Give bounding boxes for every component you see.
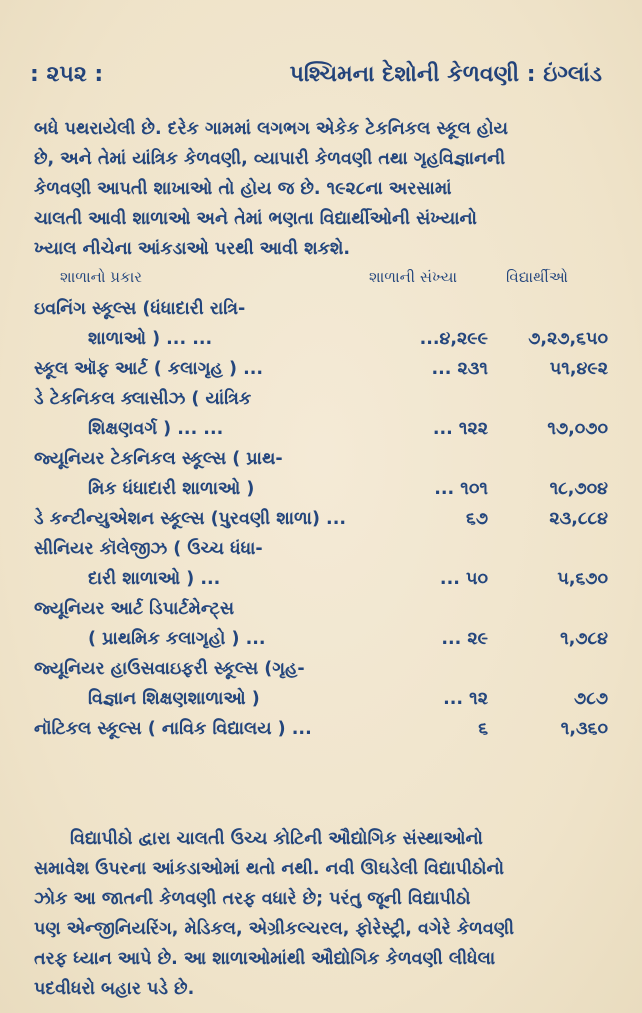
table-row (34, 504, 614, 534)
text-line: સમાવેશ ઉપરના આંકડાઓમાં થતો નથી. નવી ઊઘડેલી વિદ્યાપીઠોનો (34, 859, 504, 879)
school-statistics-table (34, 268, 614, 744)
row-values (378, 714, 608, 744)
text-line: વિદ્યાપીઠો દ્વારા ચાલતી ઉચ્ચ કોટિની ઔદ્યોગિક સંસ્થાઓનો (70, 829, 483, 849)
row-values (378, 684, 608, 714)
closing-paragraph (34, 824, 609, 1004)
page-number: : ૨૫૨ : (30, 62, 104, 87)
school-type-line: મિક ધંધાદારી શાળાઓ ) (88, 479, 255, 499)
school-type-line: નૉટિકલ સ્કૂલ્સ ( નાવિક વિદ્યાલય ) ... (34, 719, 312, 739)
text-line: કેળવણી આપતી શાખાઓ તો હોય જ છે. ૧૯૨૮ના અરસામાં (34, 179, 452, 199)
text-line: છે, અને તેમાં યાંત્રિક કેળવણી, વ્યાપારી કેળવણી તથા ગૃહવિજ્ઞાનની (34, 149, 506, 169)
table-row (34, 594, 614, 654)
table-row (34, 534, 614, 594)
row-values (378, 564, 608, 594)
school-count-cell: ... ૨૯ (441, 629, 488, 649)
school-count-cell: ... ૫૦ (439, 569, 488, 589)
students-cell: ૨૩,૮૮૪ (549, 509, 608, 529)
school-type-line: ડે ટેકનિકલ ક્લાસીઝ ( યાંત્રિક (34, 389, 252, 409)
school-count-cell: ... ૧૨૨ (432, 419, 488, 439)
text-line: ચાલતી આવી શાળાઓ અને તેમાં ભણતા વિદ્યાર્થીઓની સંખ્યાનો (34, 209, 477, 229)
text-line: તરફ ધ્યાન આપે છે. આ શાળાઓમાંથી ઔદ્યોગિક કેળવણી લીધેલા (34, 949, 496, 969)
school-type-line: વિજ્ઞાન શિક્ષણશાળાઓ ) (88, 689, 260, 709)
table-header (34, 268, 614, 294)
school-type-line: સ્કૂલ ઑફ આર્ટ ( કલાગૃહ ) ... (34, 359, 264, 379)
row-values (378, 474, 608, 504)
row-values (378, 624, 608, 654)
running-title: પશ્ચિમના દેશોની કેળવણી : ઇંગ્લાંડ (289, 62, 602, 87)
school-type-line: ઇવનિંગ સ્કૂલ્સ (ધંધાદારી રાત્રિ- (34, 299, 246, 319)
row-values (378, 354, 608, 384)
students-cell: ૫૧,૪૯૨ (549, 359, 608, 379)
school-count-cell: ૬ (478, 719, 488, 739)
text-line: પણ એન્જીનિયરિંગ, મેડિકલ, એગ્રીકલ્ચરલ, ફોરેસ્ટ્રી, વગેરે કેળવણી (34, 919, 514, 939)
students-cell: ૭૮૭ (574, 689, 608, 709)
intro-paragraph (34, 114, 609, 264)
table-row (34, 294, 614, 354)
school-type-line: ( પ્રાથમિક કલાગૃહો ) ... (88, 629, 266, 649)
school-type-line: જ્યૂનિયર હાઉસવાઇફરી સ્કૂલ્સ (ગૃહ- (34, 659, 305, 679)
table-body (34, 294, 614, 744)
row-values (378, 414, 608, 444)
text-line: ખ્યાલ નીચેના આંકડાઓ પરથી આવી શકશે. (34, 239, 351, 259)
table-row (34, 444, 614, 504)
students-cell: ૧,૭૮૪ (560, 629, 608, 649)
school-count-cell: ... ૧૨ (443, 689, 488, 709)
header-school-count: શાળાની સંખ્યા (369, 268, 458, 286)
students-cell: ૧૮,૭૦૪ (549, 479, 608, 499)
students-cell: ૧૭,૦૭૦ (547, 419, 608, 439)
school-type-line: જ્યૂનિયર ટેકનિકલ સ્કૂલ્સ ( પ્રાથ- (34, 449, 283, 469)
students-cell: ૭,૨૭,૬૫૦ (528, 329, 608, 349)
students-cell: ૫,૬૭૦ (557, 569, 608, 589)
table-row (34, 654, 614, 714)
school-type-line: ડે કન્ટીન્યુએશન સ્કૂલ્સ (પુરવણી શાળા) ... (34, 509, 346, 529)
header-students: વિદ્યાર્થીઓ (506, 268, 568, 286)
text-line: બધે પથરાયેલી છે. દરેક ગામમાં લગભગ એકેક ટેકનિકલ સ્કૂલ હોય (34, 119, 508, 139)
school-type-line: દારી શાળાઓ ) ... (88, 569, 221, 589)
students-cell: ૧,૩૬૦ (560, 719, 608, 739)
school-type-line: સીનિયર કૉલેજીઝ ( ઉચ્ચ ધંધા- (34, 539, 263, 559)
school-type-line: શિક્ષણવર્ગ ) ... ... (88, 419, 224, 439)
row-values (378, 504, 608, 534)
school-type-line: જ્યૂનિયર આર્ટ ડિપાર્ટમેન્ટ્સ (34, 599, 235, 619)
table-row (34, 714, 614, 744)
text-line: પદવીધરો બહાર પડે છે. (34, 979, 195, 999)
text-line: ઝોક આ જાતની કેળવણી તરફ વધારે છે; પરંતુ જૂની વિદ્યાપીઠો (34, 889, 471, 909)
school-type-line: શાળાઓ ) ... ... (88, 329, 213, 349)
table-row (34, 384, 614, 444)
page-header (30, 62, 602, 96)
row-values (378, 324, 608, 354)
header-school-type: શાળાનો પ્રકાર (60, 268, 143, 286)
school-count-cell: ... ૧૦૧ (434, 479, 488, 499)
school-count-cell: ૬૭ (466, 509, 488, 529)
school-count-cell: ... ૨૩૧ (431, 359, 488, 379)
table-row (34, 354, 614, 384)
school-count-cell: ...૪,૨૯૯ (419, 329, 488, 349)
